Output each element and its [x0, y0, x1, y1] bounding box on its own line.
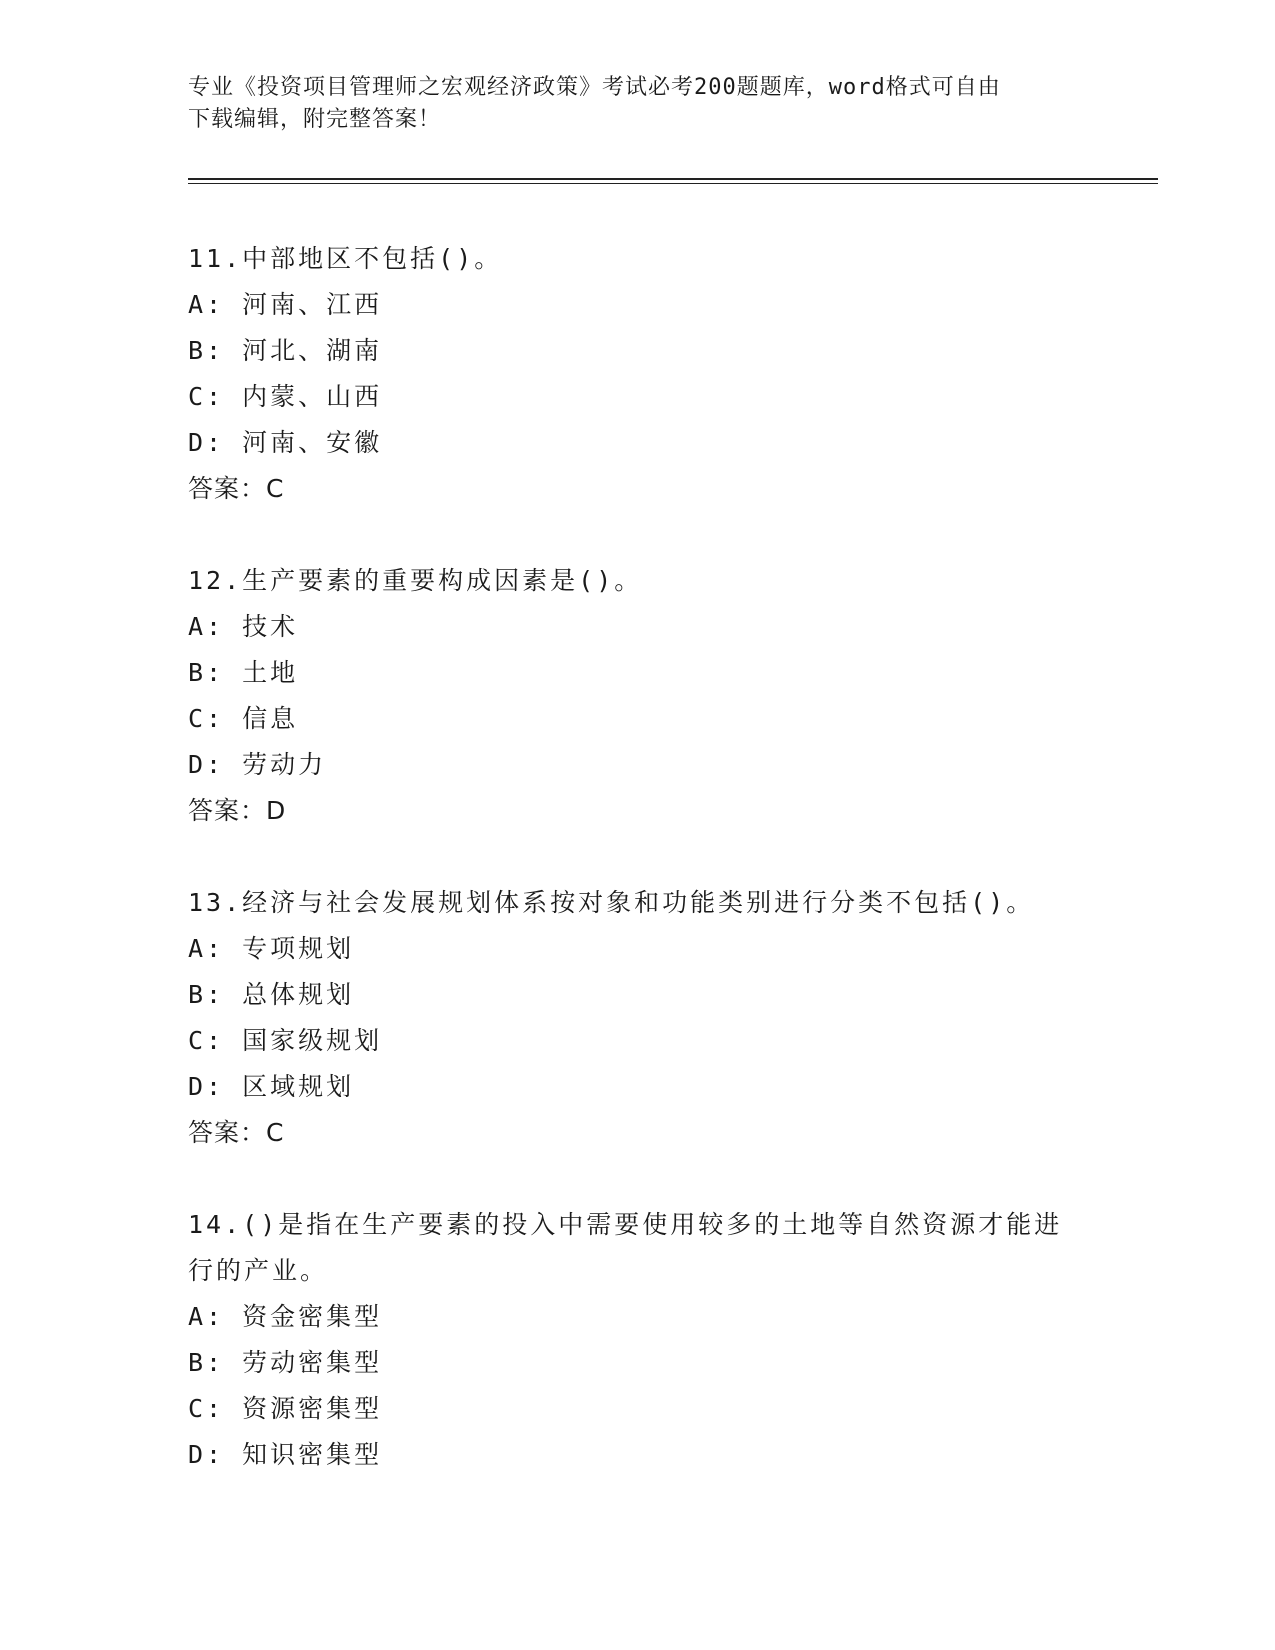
question-12 — [188, 558, 1088, 834]
option-c: C: 信息 — [188, 704, 299, 733]
question-stem-line-1: 14.()是指在生产要素的投入中需要使用较多的土地等自然资源才能进 — [188, 1210, 1063, 1239]
header-divider-thick — [188, 178, 1158, 180]
option-b: B: 劳动密集型 — [188, 1348, 383, 1377]
answer: 答案：C — [188, 474, 285, 503]
question-stem: 12.生产要素的重要构成因素是()。 — [188, 566, 643, 595]
question-stem: 11.中部地区不包括()。 — [188, 244, 503, 273]
question-11 — [188, 236, 1088, 512]
option-c: C: 内蒙、山西 — [188, 382, 383, 411]
option-a: A: 技术 — [188, 612, 299, 641]
header-line-2: 下载编辑，附完整答案！ — [188, 107, 442, 132]
document-header — [188, 72, 1088, 136]
option-c: C: 国家级规划 — [188, 1026, 383, 1055]
answer: 答案：C — [188, 1118, 285, 1147]
header-line-1: 专业《投资项目管理师之宏观经济政策》考试必考200题题库，word格式可自由 — [188, 75, 1001, 100]
question-14 — [188, 1202, 1088, 1478]
option-d: D: 河南、安徽 — [188, 428, 383, 457]
option-b: B: 土地 — [188, 658, 299, 687]
question-list — [188, 236, 1088, 1524]
option-b: B: 总体规划 — [188, 980, 355, 1009]
option-a: A: 河南、江西 — [188, 290, 383, 319]
header-divider-thin — [188, 183, 1158, 184]
option-a: A: 专项规划 — [188, 934, 355, 963]
option-c: C: 资源密集型 — [188, 1394, 383, 1423]
question-stem: 13.经济与社会发展规划体系按对象和功能类别进行分类不包括()。 — [188, 888, 1035, 917]
option-b: B: 河北、湖南 — [188, 336, 383, 365]
option-d: D: 劳动力 — [188, 750, 327, 779]
question-13 — [188, 880, 1088, 1156]
option-d: D: 区域规划 — [188, 1072, 355, 1101]
answer: 答案：D — [188, 796, 287, 825]
option-d: D: 知识密集型 — [188, 1440, 383, 1469]
option-a: A: 资金密集型 — [188, 1302, 383, 1331]
question-stem-line-2: 行的产业。 — [188, 1256, 329, 1285]
